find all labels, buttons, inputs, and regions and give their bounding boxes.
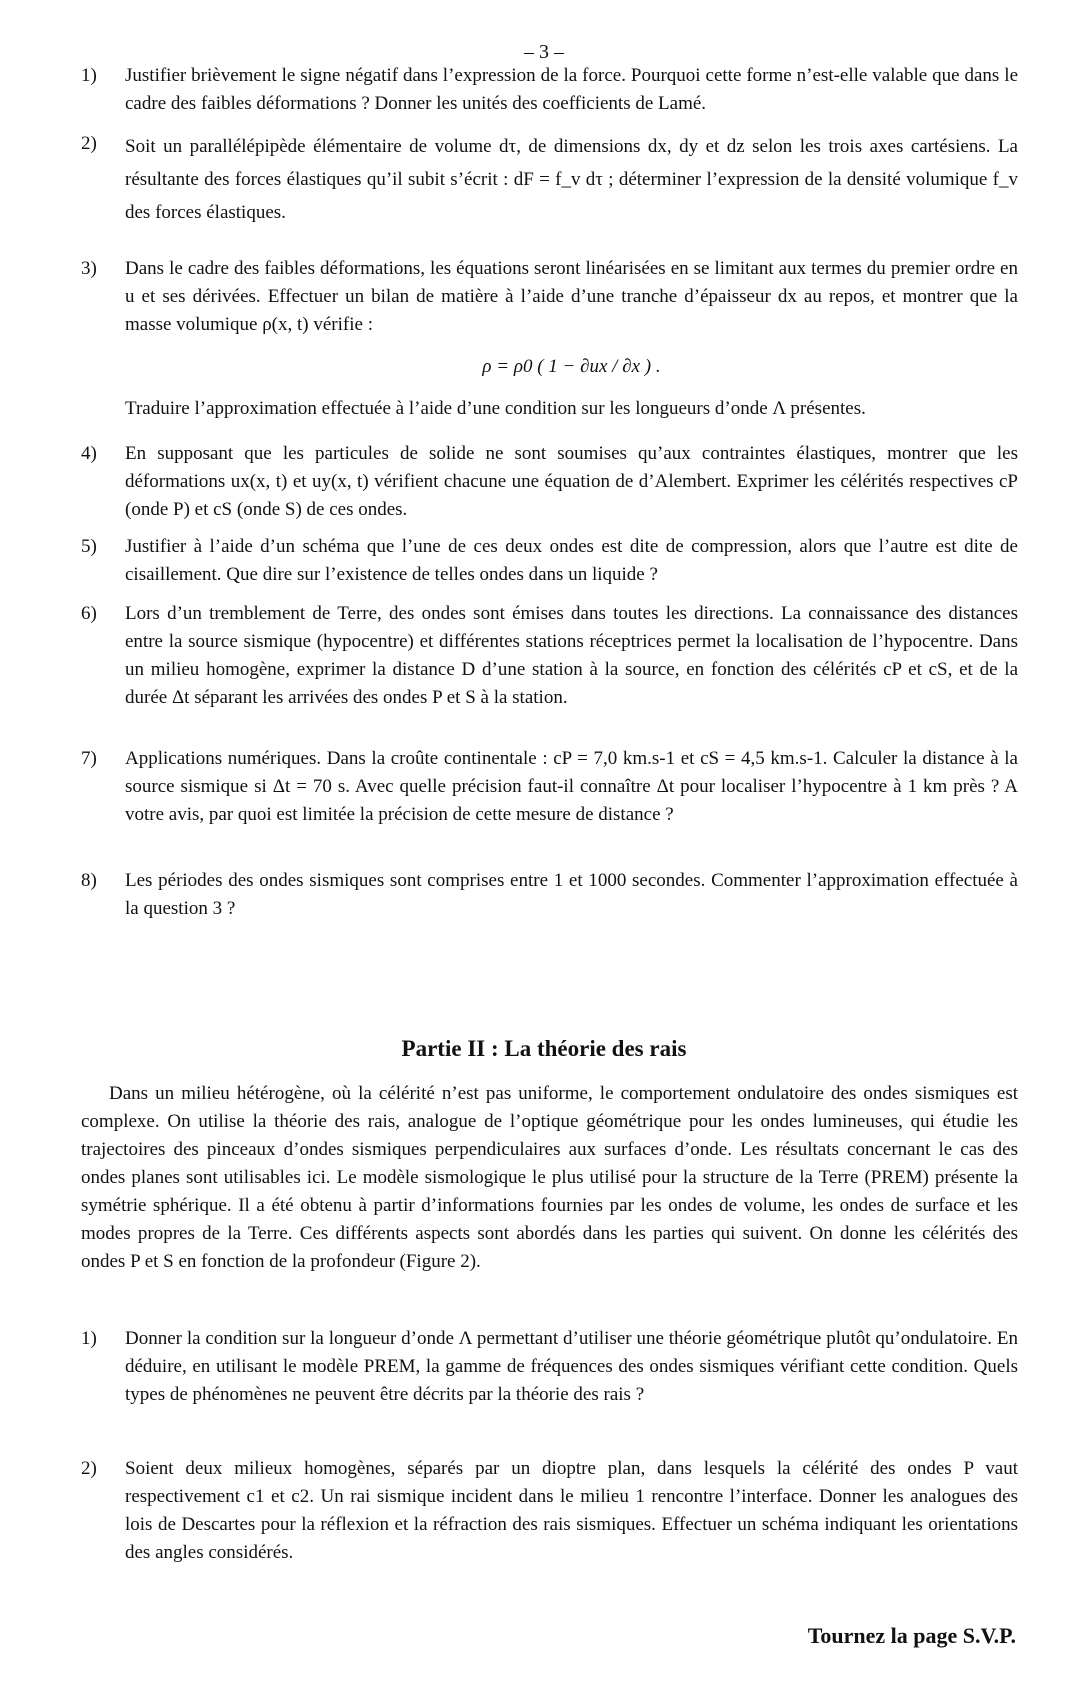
question-number: 7): [81, 748, 97, 769]
question-number: 2): [81, 133, 97, 154]
question-5: [81, 533, 1018, 589]
question-number: 1): [81, 65, 97, 86]
question-number: 5): [81, 536, 97, 557]
question-text: Justifier brièvement le signe négatif dans l’expression de la force. Pourquoi cette forme n’est-elle valable que dans le cadre des faibles déformations ? Donner les unités des coefficients de Lamé.: [125, 65, 1018, 114]
question-1: [81, 62, 1018, 118]
page-footer: Tournez la page S.V.P.: [807, 1623, 1016, 1648]
question-7: [81, 745, 1018, 829]
question-6: [81, 600, 1018, 712]
question-text-continued: Traduire l’approximation effectuée à l’aide d’une condition sur les longueurs d’onde Λ présentes.: [125, 398, 866, 419]
part2-question-1: [81, 1325, 1018, 1409]
question-number: 3): [81, 258, 97, 279]
question-text: Lors d’un tremblement de Terre, des ondes sont émises dans toutes les directions. La connaissance des distances entre la source sismique (hypocentre) et différentes stations réceptrices permet la localisation de l’hypocentre. Dans un milieu homogène, exprimer la distance D d’une station à la source, en fonction des célérités cP et cS, et de la durée Δt séparant les arrivées des ondes P et S à la station.: [125, 603, 1018, 708]
question-2: [81, 130, 1018, 229]
page-number: – 3 –: [524, 41, 564, 63]
part2-question-2: [81, 1455, 1018, 1567]
question-text: Donner la condition sur la longueur d’onde Λ permettant d’utiliser une théorie géométrique plutôt qu’ondulatoire. En déduire, en utilisant le modèle PREM, la gamme de fréquences des ondes sismiques vérifiant cette condition. Quels types de phénomènes ne peuvent être décrits par la théorie des rais ?: [125, 1328, 1018, 1405]
question-text: Dans le cadre des faibles déformations, les équations seront linéarisées en se limitant aux termes du premier ordre en u et ses dérivées. Effectuer un bilan de matière à l’aide d’une tranche d’épaisseur dx au repos, et montrer que la masse volumique ρ(x, t) vérifie :: [125, 258, 1018, 335]
density-equation: ρ = ρ0 ( 1 − ∂ux / ∂x ) .: [482, 356, 661, 377]
section-intro: Dans un milieu hétérogène, où la célérité n’est pas uniforme, le comportement ondulatoire des ondes sismiques est complexe. On utilise la théorie des rais, analogue de l’optique géométrique pour les ondes lumineuses, qui étudie les trajectoires des pinceaux d’ondes sismiques perpendiculaires aux surfaces d’onde. Les résultats concernant le cas des ondes planes sont utilisables ici. Le modèle sismologique le plus utilisé pour la structure de la Terre (PREM) présente la symétrie sphérique. Il a été obtenu à partir d’informations fournies par les ondes de volume, les ondes de surface et les modes propres de la Terre. Ces différents aspects sont abordés dans les parties qui suivent. On donne les célérités des ondes P et S en fonction de la profondeur (Figure 2).: [81, 1083, 1018, 1272]
question-3: [81, 255, 1018, 423]
question-number: 8): [81, 870, 97, 891]
question-8: [81, 867, 1018, 923]
question-4: [81, 440, 1018, 524]
question-text: Soit un parallélépipède élémentaire de volume dτ, de dimensions dx, dy et dz selon les trois axes cartésiens. La résultante des forces élastiques qu’il subit s’écrit : dF = f_v dτ ; déterminer l’expression de la densité volumique f_v des forces élastiques.: [125, 136, 1018, 223]
section-title: Partie II : La théorie des rais: [401, 1036, 687, 1061]
question-number: 6): [81, 603, 97, 624]
question-text: En supposant que les particules de solide ne sont soumises qu’aux contraintes élastiques, montrer que les déformations ux(x, t) et uy(x, t) vérifient chacune une équation de d’Alembert. Exprimer les célérités respectives cP (onde P) et cS (onde S) de ces ondes.: [125, 443, 1018, 520]
question-text: Les périodes des ondes sismiques sont comprises entre 1 et 1000 secondes. Commenter l’approximation effectuée à la question 3 ?: [125, 870, 1018, 919]
question-number: 1): [81, 1328, 97, 1349]
question-text: Justifier à l’aide d’un schéma que l’une de ces deux ondes est dite de compression, alors que l’autre est dite de cisaillement. Que dire sur l’existence de telles ondes dans un liquide ?: [125, 536, 1018, 585]
question-number: 4): [81, 443, 97, 464]
question-text: Applications numériques. Dans la croûte continentale : cP = 7,0 km.s-1 et cS = 4,5 km.s-1. Calculer la distance à la source sismique si Δt = 70 s. Avec quelle précision faut-il connaître Δt pour localiser l’hypocentre à 1 km près ? A votre avis, par quoi est limitée la précision de cette mesure de distance ?: [125, 748, 1018, 825]
question-number: 2): [81, 1458, 97, 1479]
question-text: Soient deux milieux homogènes, séparés par un dioptre plan, dans lesquels la célérité des ondes P vaut respectivement c1 et c2. Un rai sismique incident dans le milieu 1 rencontre l’interface. Donner les analogues des lois de Descartes pour la réflexion et la réfraction des rais sismiques. Effectuer un schéma indiquant les orientations des angles considérés.: [125, 1458, 1018, 1563]
